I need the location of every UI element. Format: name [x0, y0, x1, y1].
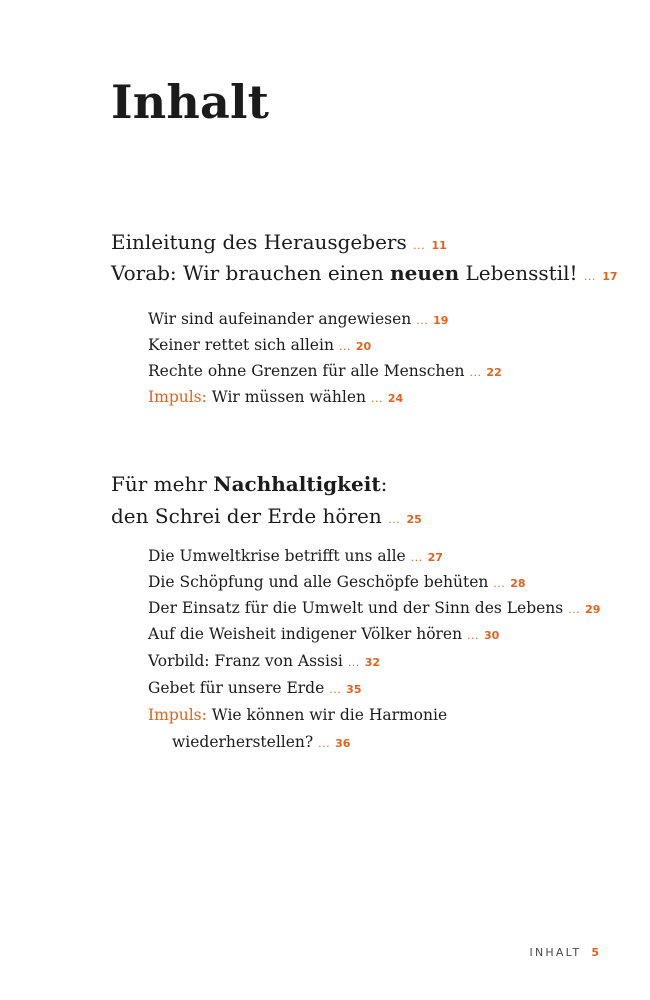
toc-entry-title: Auf die Weisheit indigener Völker hören [148, 625, 463, 643]
running-head: INHALT [529, 946, 582, 959]
page-footer [530, 944, 599, 962]
toc-page-number: 36 [335, 737, 351, 750]
toc-page-number: 27 [427, 551, 443, 564]
toc-dots: ... [493, 577, 506, 590]
toc-entry[interactable] [148, 544, 443, 570]
toc-impuls-entry[interactable] [148, 385, 403, 411]
toc-entry-title-bold: neuen [390, 261, 460, 285]
toc-entry-title: wiederherstellen? [172, 733, 314, 751]
toc-entry-title: Einleitung des Herausgebers [111, 230, 407, 254]
toc-entry[interactable] [148, 570, 526, 596]
toc-dots: ... [568, 603, 581, 616]
toc-dots: ... [413, 239, 426, 252]
toc-dots: ... [370, 392, 383, 405]
toc-entry-title: Wie können wir die Harmonie [206, 706, 448, 724]
toc-dots: ... [469, 366, 482, 379]
toc-section-heading-cont[interactable] [111, 502, 422, 534]
toc-entry-title: Wir müssen wählen [206, 388, 367, 406]
toc-entry-title: Der Einsatz für die Umwelt und der Sinn des Lebens [148, 599, 564, 617]
toc-entry-title: den Schrei der Erde hören [111, 504, 382, 528]
toc-vorab-line[interactable] [111, 259, 618, 291]
toc-page-number: 17 [602, 270, 618, 283]
toc-section-heading[interactable] [111, 470, 387, 498]
toc-entry-title: Keiner rettet sich allein [148, 336, 334, 354]
toc-entry[interactable] [148, 676, 361, 702]
toc-entry[interactable] [148, 622, 499, 648]
toc-entry-title: Rechte ohne Grenzen für alle Menschen [148, 362, 465, 380]
toc-entry-title: Wir sind aufeinander angewiesen [148, 310, 412, 328]
toc-entry[interactable] [148, 649, 380, 675]
toc-page-number: 28 [510, 577, 526, 590]
toc-dots: ... [318, 737, 331, 750]
toc-entry-title: Die Schöpfung und alle Geschöpfe behüten [148, 573, 489, 591]
toc-impuls-entry-cont[interactable] [172, 730, 350, 756]
impuls-label: Impuls: [148, 388, 207, 406]
toc-entry[interactable] [148, 333, 371, 359]
toc-entry-title-pre: Vorab: Wir brauchen einen [111, 261, 391, 285]
toc-entry-title-post: Lebensstil! [459, 261, 578, 285]
toc-entry-title: Vorbild: Franz von Assisi [148, 652, 343, 670]
toc-page-number: 22 [486, 366, 502, 379]
toc-section-title-pre: Für mehr [111, 472, 214, 496]
toc-page-number: 25 [406, 513, 422, 526]
impuls-label: Impuls: [148, 706, 207, 724]
toc-page-number: 29 [585, 603, 601, 616]
toc-dots: ... [388, 513, 401, 526]
page-title: Inhalt [111, 75, 270, 129]
toc-page-number: 11 [431, 239, 447, 252]
toc-page-number: 19 [433, 314, 449, 327]
toc-page-number: 30 [483, 629, 500, 642]
toc-section-title-bold: Nachhaltigkeit [213, 472, 381, 496]
toc-dots: ... [329, 683, 342, 696]
toc-entry-title: Die Umweltkrise betrifft uns alle [148, 547, 406, 565]
toc-dots: ... [338, 340, 351, 353]
toc-page-number: 35 [346, 683, 362, 696]
toc-dots: ... [583, 270, 596, 283]
toc-dots: ... [347, 656, 360, 669]
toc-page-number: 24 [387, 392, 404, 405]
folio-page-number: 5 [591, 946, 599, 959]
toc-section-title-post: : [380, 472, 388, 496]
toc-entry-title: Gebet für unsere Erde [148, 679, 325, 697]
toc-page-number: 32 [364, 656, 381, 669]
toc-intro-line[interactable] [111, 228, 447, 260]
toc-page-number: 20 [355, 340, 372, 353]
toc-dots: ... [416, 314, 429, 327]
toc-dots: ... [410, 551, 423, 564]
toc-entry[interactable] [148, 359, 502, 385]
toc-impuls-entry[interactable] [148, 703, 447, 727]
toc-entry[interactable] [148, 596, 600, 622]
toc-dots: ... [467, 629, 480, 642]
toc-entry[interactable] [148, 307, 448, 333]
